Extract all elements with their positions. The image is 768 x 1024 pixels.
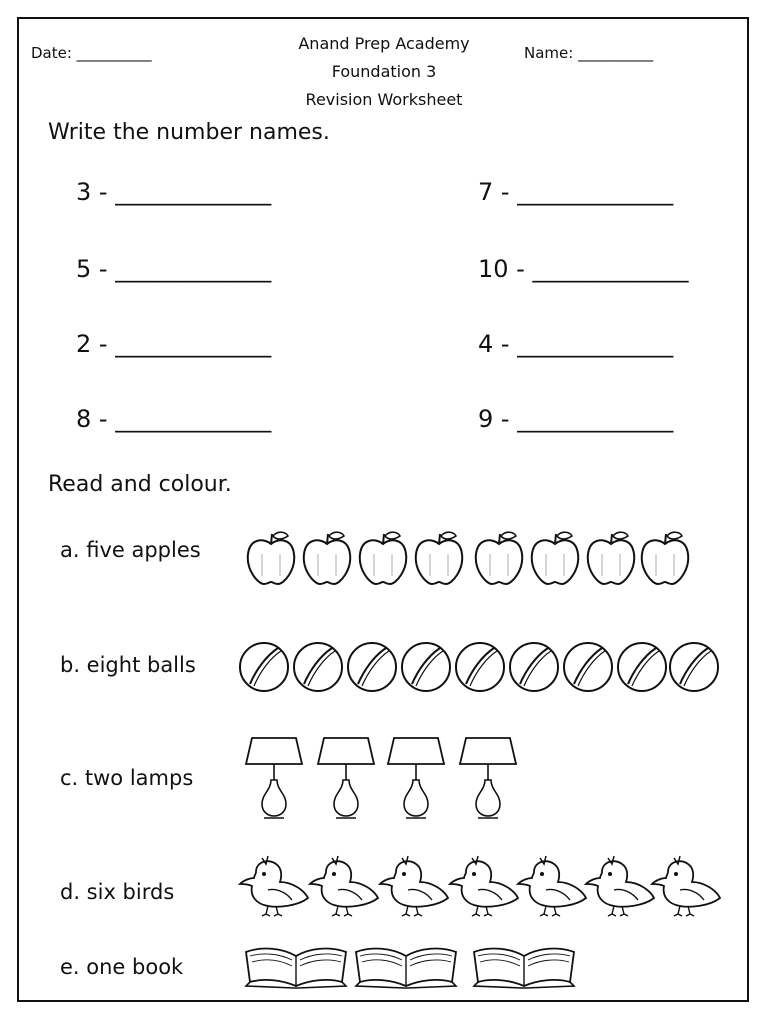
ball-icons <box>238 640 722 694</box>
book-icon <box>474 949 574 988</box>
lamp-icon <box>460 738 516 818</box>
apples-row <box>244 528 694 586</box>
ball-icon <box>510 643 558 691</box>
lamps-row <box>244 736 534 822</box>
sheet-title: Revision Worksheet <box>305 90 463 109</box>
book-icons <box>242 942 582 990</box>
apple-icon <box>304 532 350 584</box>
ball-icon <box>456 643 504 691</box>
bird-icons <box>238 854 722 920</box>
bird-icon <box>240 856 308 916</box>
lamp-icons <box>244 736 534 822</box>
header-title-block <box>234 30 534 114</box>
bird-icon <box>518 856 586 916</box>
ball-icon <box>402 643 450 691</box>
apple-icon <box>532 532 578 584</box>
section-number-names-title: Write the number names. <box>48 120 330 145</box>
ball-icon <box>348 643 396 691</box>
number-name-item: 3 - _____________ <box>76 178 272 206</box>
item-label-lamps: c. two lamps <box>60 766 194 790</box>
book-icon <box>246 949 346 988</box>
books-row <box>242 942 582 990</box>
bird-icon <box>450 856 518 916</box>
number-name-item: 10 - _____________ <box>478 255 689 283</box>
apple-icon <box>248 532 294 584</box>
birds-row <box>238 854 722 920</box>
ball-icon <box>618 643 666 691</box>
apple-icon <box>588 532 634 584</box>
item-label-birds: d. six birds <box>60 880 175 904</box>
lamp-icon <box>246 738 302 818</box>
item-label-balls: b. eight balls <box>60 653 196 677</box>
book-icon <box>356 949 456 988</box>
bird-icon <box>652 856 720 916</box>
school-name: Anand Prep Academy <box>298 34 470 53</box>
bird-icon <box>586 856 654 916</box>
number-name-item: 7 - _____________ <box>478 178 674 206</box>
bird-icon <box>310 856 378 916</box>
bird-icon <box>380 856 448 916</box>
date-field: Date: __________ <box>31 44 152 62</box>
class-name: Foundation 3 <box>331 62 437 81</box>
lamp-icon <box>318 738 374 818</box>
apple-icons <box>244 528 694 586</box>
apple-icon <box>476 532 522 584</box>
number-name-item: 5 - _____________ <box>76 255 272 283</box>
lamp-icon <box>388 738 444 818</box>
balls-row <box>238 640 722 694</box>
section-read-colour-title: Read and colour. <box>48 472 232 497</box>
item-label-apples: a. five apples <box>60 538 201 562</box>
ball-icon <box>294 643 342 691</box>
number-name-item: 9 - _____________ <box>478 405 674 433</box>
ball-icon <box>564 643 612 691</box>
ball-icon <box>240 643 288 691</box>
number-name-item: 2 - _____________ <box>76 330 272 358</box>
number-name-item: 4 - _____________ <box>478 330 674 358</box>
ball-icon <box>670 643 718 691</box>
name-field: Name: __________ <box>524 44 654 62</box>
apple-icon <box>416 532 462 584</box>
apple-icon <box>360 532 406 584</box>
item-label-book: e. one book <box>60 955 184 979</box>
apple-icon <box>642 532 688 584</box>
number-name-item: 8 - _____________ <box>76 405 272 433</box>
